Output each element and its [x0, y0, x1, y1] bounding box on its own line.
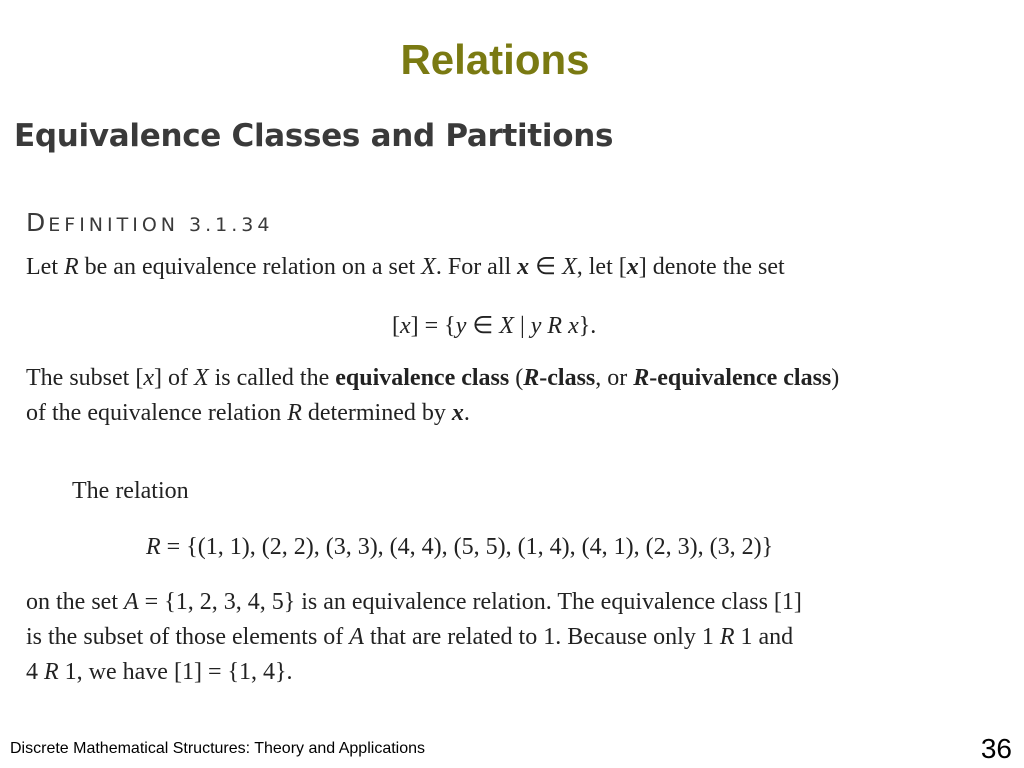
definition-label-rest: EFINITION 3.1.34 [48, 214, 274, 236]
slide-title: Relations [400, 36, 590, 83]
example-line-2: is the subset of those elements of A that are related to 1. Because only 1 R 1 and [26, 624, 794, 650]
example-intro: The relation [72, 478, 189, 504]
footer-text: Discrete Mathematical Structures: Theory and Applications [10, 740, 426, 757]
definition-line-2: The subset [x] of X is called the equivalence class (R-class, or R-equivalence class) [26, 365, 840, 391]
page-number: 36 [980, 733, 1012, 764]
definition-label [26, 208, 273, 237]
example-line-3: 4 R 1, we have [1] = {1, 4}. [26, 659, 293, 685]
example-formula: R = {(1, 1), (2, 2), (3, 3), (4, 4), (5, 5), (1, 4), (4, 1), (2, 3), (3, 2)} [146, 534, 774, 560]
example-line-1: on the set A = {1, 2, 3, 4, 5} is an equivalence relation. The equivalence class [1] [26, 589, 802, 615]
definition-formula: [x] = {y ∈ X | y R x}. [392, 313, 597, 339]
definition-line-1: Let R be an equivalence relation on a set X. For all x ∈ X, let [x] denote the set [26, 254, 785, 280]
definition-label-initial: D [26, 208, 49, 237]
definition-line-3: of the equivalence relation R determined by x. [26, 400, 470, 426]
section-heading: Equivalence Classes and Partitions [14, 118, 614, 154]
